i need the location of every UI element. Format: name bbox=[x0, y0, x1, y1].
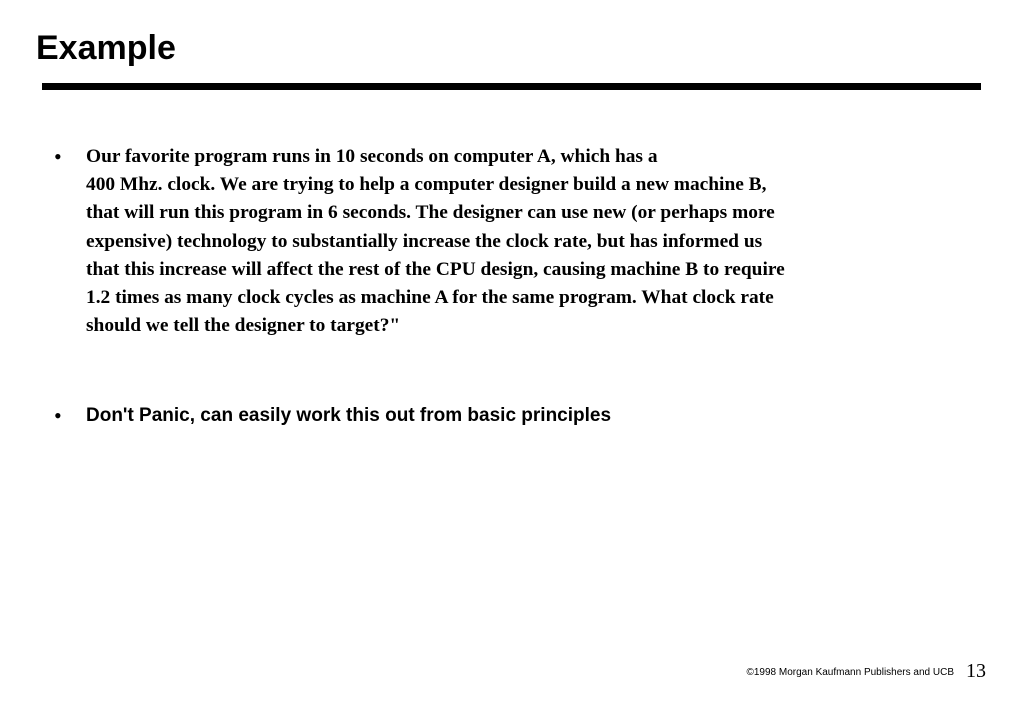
bullet-dont-panic: Don't Panic, can easily work this out from basic principles bbox=[86, 405, 612, 426]
bullet-marker: • bbox=[54, 403, 62, 428]
slide-title: Example bbox=[36, 29, 176, 67]
copyright-notice: ©1998 Morgan Kaufmann Publishers and UCB bbox=[746, 667, 954, 678]
problem-line: Our favorite program runs in 10 seconds on computer A, which has a bbox=[86, 146, 658, 167]
problem-line: that this increase will affect the rest of the CPU design, causing machine B to require bbox=[86, 258, 785, 280]
page-number: 13 bbox=[966, 660, 986, 682]
problem-line: should we tell the designer to target?" bbox=[86, 315, 401, 337]
problem-line: 1.2 times as many clock cycles as machine A for the same program. What clock rate bbox=[86, 287, 774, 309]
problem-line: expensive) technology to substantially increase the clock rate, but has informed us bbox=[86, 230, 763, 252]
problem-line: that will run this program in 6 seconds. The designer can use new (or perhaps more bbox=[86, 202, 775, 224]
problem-line: 400 Mhz. clock. We are trying to help a computer designer build a new machine B, bbox=[86, 174, 767, 196]
title-divider bbox=[42, 83, 981, 90]
bullet-marker: • bbox=[54, 144, 62, 169]
bullet-problem-statement bbox=[86, 143, 966, 340]
